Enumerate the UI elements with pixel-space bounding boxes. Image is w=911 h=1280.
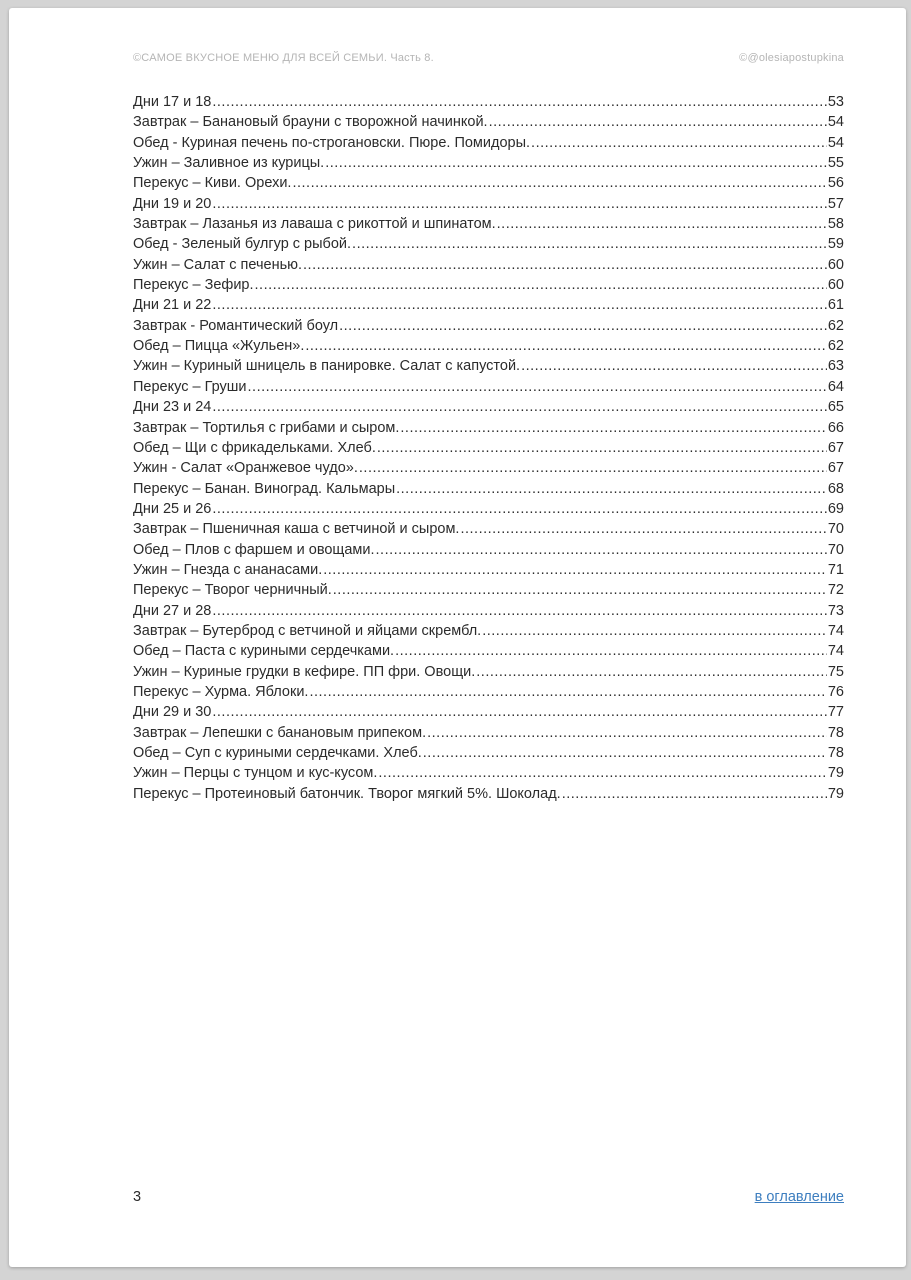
toc-dot-leader: [489, 114, 827, 130]
toc-entry-label: Завтрак – Тортилья с грибами и сыром.: [133, 419, 400, 436]
toc-entry-page: 62: [827, 338, 844, 355]
toc-dot-leader: [400, 420, 826, 436]
toc-dot-leader: [378, 765, 826, 781]
back-to-contents-link[interactable]: в оглавление: [754, 1189, 844, 1205]
toc-entry[interactable]: [133, 379, 844, 399]
table-of-contents: [133, 94, 844, 806]
toc-entry-label: Дни 23 и 24: [133, 399, 212, 416]
toc-dot-leader: [497, 216, 827, 232]
toc-entry-label: Завтрак – Лазанья из лаваша с рикоттой и шпинатом.: [133, 216, 496, 233]
toc-entry[interactable]: [133, 664, 844, 684]
toc-entry[interactable]: [133, 501, 844, 521]
toc-entry[interactable]: [133, 155, 844, 175]
toc-entry[interactable]: [133, 460, 844, 480]
toc-entry-label: Дни 29 и 30: [133, 704, 212, 721]
toc-dot-leader: [482, 623, 827, 639]
toc-entry-page: 69: [827, 500, 844, 517]
toc-entry-page: 79: [827, 765, 844, 782]
toc-entry-label: Перекус – Банан. Виноград. Кальмары: [133, 480, 396, 497]
toc-dot-leader: [212, 399, 826, 415]
toc-dot-leader: [212, 196, 826, 212]
toc-dot-leader: [339, 318, 827, 334]
toc-entry[interactable]: [133, 358, 844, 378]
toc-entry-page: 73: [827, 602, 844, 619]
toc-entry-label: Обед – Плов с фаршем и овощами.: [133, 541, 375, 558]
toc-entry-page: 60: [827, 277, 844, 294]
toc-dot-leader: [303, 257, 827, 273]
toc-entry-page: 61: [827, 297, 844, 314]
toc-dot-leader: [521, 358, 827, 374]
toc-entry[interactable]: [133, 725, 844, 745]
toc-entry-label: Обед – Щи с фрикадельками. Хлеб.: [133, 439, 376, 456]
toc-entry-label: Обед - Зеленый булгур с рыбой.: [133, 236, 352, 253]
toc-entry-label: Ужин – Заливное из курицы.: [133, 155, 325, 172]
toc-entry[interactable]: [133, 297, 844, 317]
toc-entry-label: Дни 27 и 28: [133, 602, 212, 619]
toc-entry-label: Ужин – Гнезда с ананасами.: [133, 561, 323, 578]
toc-entry-page: 54: [827, 134, 844, 151]
toc-dot-leader: [395, 643, 827, 659]
toc-entry-page: 59: [827, 236, 844, 253]
toc-dot-leader: [292, 175, 826, 191]
toc-entry[interactable]: [133, 745, 844, 765]
toc-dot-leader: [562, 786, 827, 802]
toc-entry-page: 75: [827, 663, 844, 680]
toc-entry[interactable]: [133, 236, 844, 256]
toc-entry-label: Обед – Пицца «Жульен».: [133, 338, 305, 355]
toc-entry-label: Обед – Паста с куриными сердечками.: [133, 643, 395, 660]
toc-entry-page: 70: [827, 521, 844, 538]
toc-dot-leader: [427, 725, 827, 741]
page-header: [133, 52, 844, 64]
toc-entry[interactable]: [133, 420, 844, 440]
toc-entry-page: 66: [827, 419, 844, 436]
toc-entry-page: 78: [827, 745, 844, 761]
toc-entry[interactable]: [133, 765, 844, 785]
toc-entry-page: 74: [827, 622, 844, 639]
toc-entry[interactable]: [133, 216, 844, 236]
toc-entry-label: Завтрак - Романтический боул: [133, 317, 339, 334]
toc-entry-page: 63: [827, 358, 844, 375]
toc-dot-leader: [212, 501, 826, 517]
toc-dot-leader: [255, 277, 827, 293]
header-title: ©САМОЕ ВКУСНОЕ МЕНЮ ДЛЯ ВСЕЙ СЕМЬИ. Часть 8.: [133, 52, 434, 64]
toc-entry[interactable]: [133, 440, 844, 460]
toc-dot-leader: [352, 236, 827, 252]
toc-dot-leader: [531, 135, 827, 151]
toc-entry-label: Завтрак – Лепешки с банановым припеком.: [133, 724, 427, 741]
toc-dot-leader: [359, 460, 827, 476]
toc-entry[interactable]: [133, 318, 844, 338]
toc-entry-label: Перекус – Хурма. Яблоки.: [133, 683, 309, 700]
toc-dot-leader: [212, 603, 826, 619]
toc-entry[interactable]: [133, 277, 844, 297]
toc-entry-page: 76: [827, 683, 844, 700]
toc-entry[interactable]: [133, 257, 844, 277]
header-author: ©@olesiapostupkina: [739, 52, 844, 64]
toc-entry-page: 70: [827, 541, 844, 558]
toc-entry-label: Ужин – Куриный шницель в панировке. Салат с капустой.: [133, 358, 521, 375]
toc-entry-label: Перекус – Груши: [133, 378, 247, 395]
toc-entry[interactable]: [133, 135, 844, 155]
toc-entry-page: 64: [827, 378, 844, 395]
toc-entry-label: Дни 25 и 26: [133, 500, 212, 517]
toc-entry-page: 72: [827, 582, 844, 599]
toc-entry[interactable]: [133, 562, 844, 582]
toc-entry-page: 60: [827, 256, 844, 273]
toc-dot-leader: [376, 542, 827, 558]
toc-entry-label: Дни 21 и 22: [133, 297, 212, 314]
toc-entry-label: Завтрак – Пшеничная каша с ветчиной и сыром.: [133, 521, 460, 538]
toc-dot-leader: [460, 521, 826, 537]
toc-entry[interactable]: [133, 542, 844, 562]
toc-entry-label: Перекус – Протеиновый батончик. Творог мягкий 5%. Шоколад.: [133, 785, 561, 802]
toc-entry[interactable]: [133, 603, 844, 623]
toc-entry-label: Ужин – Перцы с тунцом и кус-кусом.: [133, 765, 378, 782]
toc-dot-leader: [212, 297, 826, 313]
toc-entry[interactable]: [133, 582, 844, 602]
toc-entry-label: Ужин - Салат «Оранжевое чудо».: [133, 460, 358, 477]
toc-entry[interactable]: [133, 623, 844, 643]
toc-entry-label: Перекус – Киви. Орехи.: [133, 175, 292, 192]
toc-dot-leader: [212, 94, 826, 110]
toc-entry[interactable]: [133, 481, 844, 501]
toc-entry-page: 65: [827, 399, 844, 416]
toc-entry-page: 57: [827, 195, 844, 212]
toc-entry[interactable]: [133, 175, 844, 195]
toc-dot-leader: [305, 338, 826, 354]
toc-entry-page: 68: [827, 480, 844, 497]
toc-entry-page: 62: [827, 317, 844, 334]
toc-entry-label: Завтрак – Бутерброд с ветчиной и яйцами скрембл.: [133, 622, 482, 639]
toc-entry[interactable]: [133, 114, 844, 134]
toc-entry-label: Завтрак – Банановый брауни с творожной начинкой.: [133, 114, 488, 131]
toc-entry-page: 71: [827, 561, 844, 578]
toc-dot-leader: [396, 481, 827, 497]
toc-entry-label: Перекус – Зефир.: [133, 277, 254, 294]
toc-entry-label: Дни 17 и 18: [133, 94, 212, 110]
toc-entry-page: 74: [827, 643, 844, 660]
toc-entry-label: Обед - Куриная печень по-строгановски. Пюре. Помидоры.: [133, 134, 531, 151]
toc-entry-page: 67: [827, 460, 844, 477]
toc-entry-page: 77: [827, 704, 844, 721]
toc-entry[interactable]: [133, 94, 844, 114]
toc-dot-leader: [423, 745, 827, 761]
toc-dot-leader: [248, 379, 827, 395]
toc-entry[interactable]: [133, 684, 844, 704]
toc-dot-leader: [377, 440, 827, 456]
toc-entry[interactable]: [133, 643, 844, 663]
page-number: 3: [133, 1189, 142, 1205]
toc-dot-leader: [323, 562, 827, 578]
page-footer: [133, 1189, 844, 1205]
toc-entry-label: Обед – Суп с куриными сердечками. Хлеб.: [133, 745, 422, 761]
toc-dot-leader: [333, 582, 827, 598]
toc-dot-leader: [212, 704, 826, 720]
toc-entry-page: 79: [827, 785, 844, 802]
toc-entry-page: 58: [827, 216, 844, 233]
toc-entry[interactable]: [133, 786, 844, 806]
toc-entry-page: 54: [827, 114, 844, 131]
toc-entry-label: Дни 19 и 20: [133, 195, 212, 212]
toc-entry-label: Ужин – Салат с печенью.: [133, 256, 303, 273]
toc-entry-label: Ужин – Куриные грудки в кефире. ПП фри. Овощи.: [133, 663, 476, 680]
toc-entry[interactable]: [133, 196, 844, 216]
toc-dot-leader: [476, 664, 827, 680]
toc-entry-page: 55: [827, 155, 844, 172]
toc-entry[interactable]: [133, 704, 844, 724]
toc-entry-page: 56: [827, 175, 844, 192]
toc-entry-page: 53: [827, 94, 844, 110]
toc-entry-page: 78: [827, 724, 844, 741]
toc-entry-page: 67: [827, 439, 844, 456]
toc-entry[interactable]: [133, 399, 844, 419]
toc-entry-label: Перекус – Творог черничный.: [133, 582, 332, 599]
toc-dot-leader: [309, 684, 826, 700]
toc-dot-leader: [325, 155, 827, 171]
toc-entry[interactable]: [133, 338, 844, 358]
document-page: [9, 8, 906, 1267]
toc-entry[interactable]: [133, 521, 844, 541]
